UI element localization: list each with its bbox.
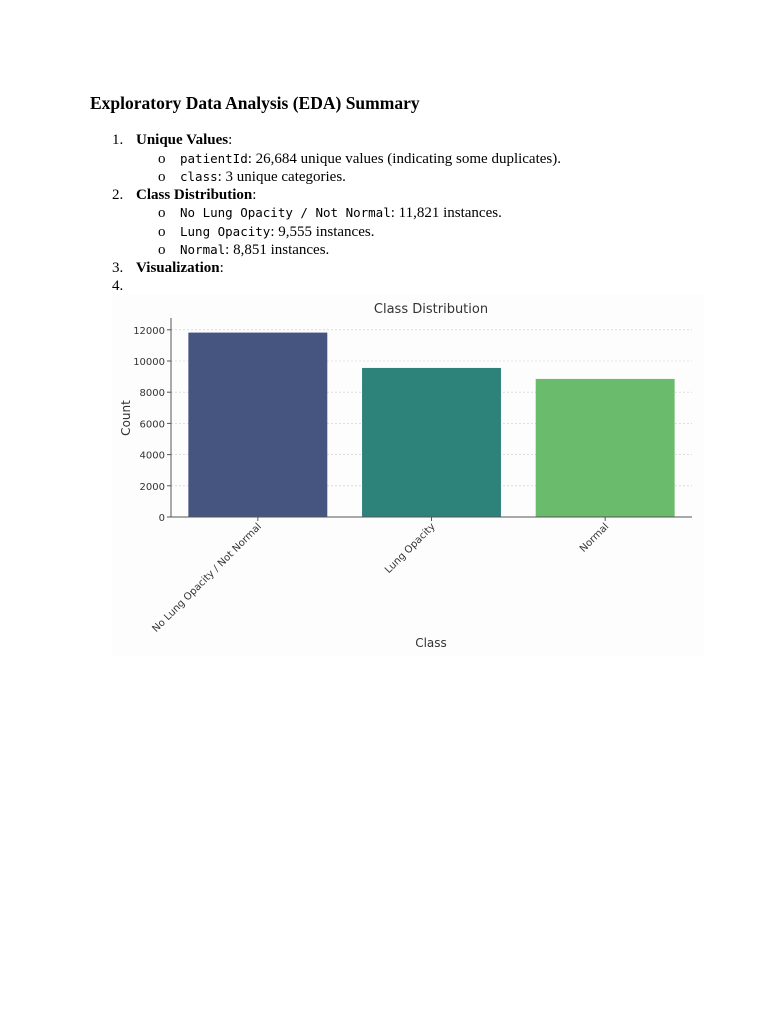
bar-2 (362, 368, 501, 517)
section-heading-unique-values (136, 131, 232, 149)
y-tick-label: 4000 (139, 450, 165, 462)
bullet-marker: o (158, 224, 166, 240)
section-heading-class-distribution (136, 186, 256, 204)
section-heading-text: Class Distribution (136, 187, 253, 203)
heading-colon: : (252, 187, 257, 203)
section-heading-visualization (136, 259, 224, 277)
code-term: Lung Opacity (180, 224, 271, 239)
list-item-normal (180, 241, 329, 259)
code-term: No Lung Opacity / Not Normal (180, 205, 391, 220)
code-term: class (180, 169, 218, 184)
list-item-class (180, 168, 346, 186)
item-text: : 11,821 instances. (390, 205, 502, 221)
bar-3 (536, 379, 675, 517)
chart-title: Class Distribution (373, 302, 489, 317)
y-tick-label: 2000 (139, 481, 165, 493)
code-term: Normal (180, 242, 226, 257)
bullet-marker: o (158, 242, 166, 258)
y-axis-label: Count (119, 400, 133, 436)
item-text: : 8,851 instances. (225, 242, 330, 258)
y-tick-label: 10000 (133, 357, 165, 368)
list-number-3: 3. (112, 260, 124, 276)
heading-colon: : (228, 132, 233, 148)
heading-colon: : (219, 260, 224, 276)
y-tick-label: 12000 (133, 325, 165, 337)
code-term: patientId (180, 151, 248, 166)
list-number-1: 1. (112, 132, 124, 148)
document-title: Exploratory Data Analysis (EDA) Summary (90, 93, 420, 113)
y-tick-label: 6000 (139, 419, 165, 431)
list-number-2: 2. (112, 187, 124, 203)
section-heading-text: Unique Values (136, 132, 229, 148)
x-tick-label: No Lung Opacity / Not Normal (150, 521, 264, 635)
list-number-4: 4. (112, 278, 124, 294)
list-item-patientid (180, 150, 561, 168)
section-heading-text: Visualization (136, 260, 220, 276)
class-distribution-chart (112, 294, 704, 656)
bullet-marker: o (158, 151, 166, 167)
list-item-lung-opacity (180, 223, 374, 241)
y-tick-label: 8000 (139, 388, 165, 400)
x-tick-label: Lung Opacity (383, 521, 438, 576)
bar-1 (188, 333, 327, 517)
x-axis-label: Class (415, 636, 447, 650)
bullet-marker: o (158, 205, 166, 221)
item-text: : 9,555 instances. (270, 224, 375, 240)
bullet-marker: o (158, 169, 166, 185)
list-item-no-lung-opacity (180, 204, 502, 222)
x-tick-label: Normal (577, 521, 612, 555)
item-text: : 26,684 unique values (indicating some duplicates). (247, 151, 561, 167)
y-tick-label: 0 (158, 513, 165, 524)
item-text: : 3 unique categories. (217, 169, 346, 185)
